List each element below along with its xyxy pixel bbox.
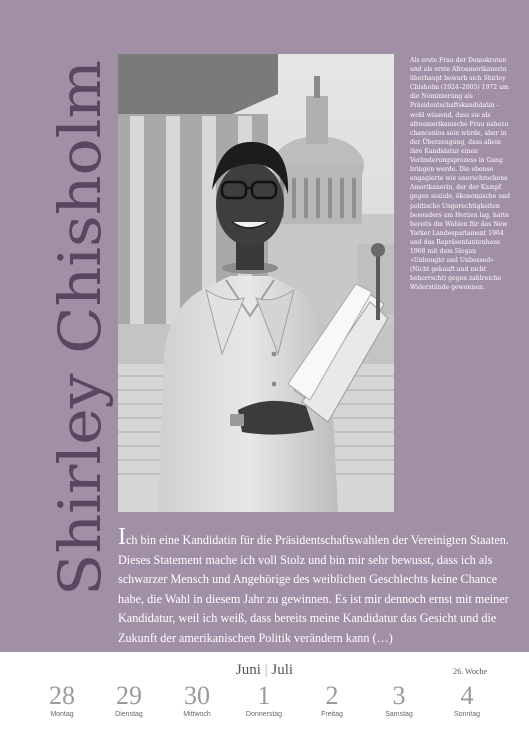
day-number: 29 — [116, 681, 142, 710]
day-name: Montag — [50, 711, 74, 718]
vertical-title: Shirley Chisholm — [46, 92, 114, 596]
day-cell — [95, 682, 163, 719]
day-name: Sonntag — [453, 711, 481, 718]
day-cell — [433, 682, 501, 719]
week-number: 26. Woche — [453, 667, 487, 676]
day-cell — [28, 682, 96, 719]
vertical-title-block — [22, 58, 122, 598]
day-number: 30 — [184, 681, 210, 710]
quote-text — [118, 524, 513, 649]
month-heading — [0, 662, 529, 679]
day-number: 2 — [325, 681, 339, 710]
month-first: Juni — [235, 662, 261, 678]
quote-dropcap: I — [118, 524, 126, 550]
calendar-footer — [0, 652, 529, 750]
day-number: 1 — [257, 681, 271, 710]
day-number: 3 — [392, 681, 406, 710]
day-name: Freitag — [321, 711, 343, 718]
day-number: 28 — [49, 681, 75, 710]
photo-illustration — [118, 54, 394, 512]
vertical-title-svg — [22, 58, 122, 598]
month-second: Juli — [271, 662, 294, 678]
day-cell — [230, 682, 298, 719]
day-cell — [163, 682, 231, 719]
day-name: Dienstag — [115, 711, 143, 718]
day-name: Donnerstag — [245, 711, 283, 718]
day-cell — [365, 682, 433, 719]
day-name: Samstag — [385, 711, 413, 718]
day-number: 4 — [460, 681, 474, 710]
day-name: Mittwoch — [183, 711, 211, 718]
month-separator: | — [264, 662, 268, 678]
bio-text: Als erste Frau der Demokraten und als erste Afroamerikanerin überhaupt bewarb sich Shirley Chisholm (1924–2005) 1972 um die Nominierung als Präsidentschaftskandidatin – wohl wissend, dass sie als afroamerikanische Frau nahezu chancenlos sein würde, aber in der Überzeugung, dass allein ihre Kandidatur einen Veränderungsprozess in Gang bringen werde. Die ebenso engagierte wie unerschrockene Amerikanerin, der der Kampf gegen soziale, ökonomische und politische Ungerechtigkeiten besonders am Herzen lag, hatte bereits die Wahlen für das New Yorker Landesparlament 1964 und das Repräsentantenhaus 1968 mit dem Slogan »Unbought and Unbossed« (Nicht gekauft und nicht beherrscht) gegen zahlreiche Widerstände gewonnen. — [410, 57, 511, 292]
quote-body: ch bin eine Kandidatin für die Präsidentschaftswahlen der Vereinigten Staaten. Dieses Statement mache ich voll Stolz und bin mir sehr bewusst, dass ich als schwarzer Mensch und Angehörige des weiblichen Geschlechts keine Chance habe, die Wahl in diesem Jahr zu gewinnen. Es ist mir dennoch ernst mit meiner Kandidatur, weil ich weiß, dass bereits meine Kandidatur das Gesicht und die Zukunft der amerikanischen Politik verändern kann (…) — [118, 533, 509, 645]
day-cell — [298, 682, 366, 719]
portrait-photo — [118, 54, 394, 512]
